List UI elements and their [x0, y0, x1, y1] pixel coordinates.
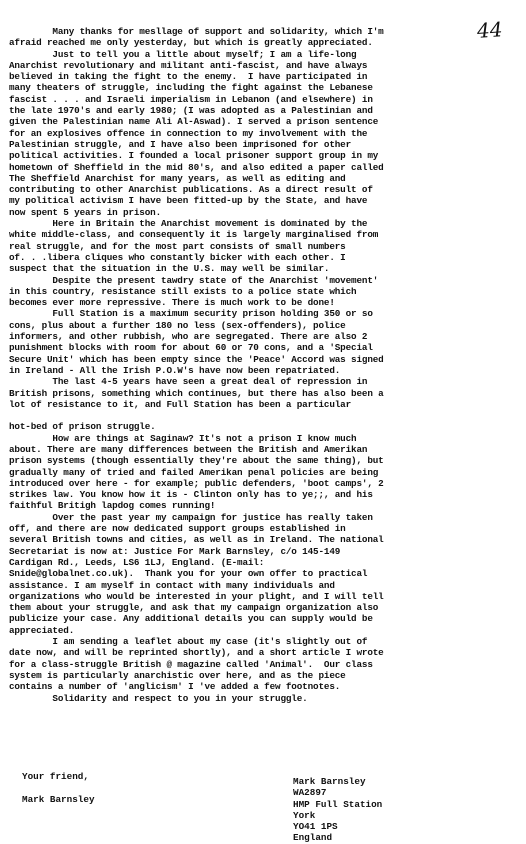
address-line: WA2897	[293, 787, 327, 799]
body-line: white middle-class, and consequently it is largely marginalised from	[9, 229, 379, 241]
handwritten-page-number: 44	[475, 17, 503, 43]
body-line: Secure Unit' which has been empty since the 'Peace' Accord was signed	[9, 353, 384, 365]
body-line: lot of resistance to it, and Full Station has been a particular	[9, 398, 352, 410]
body-line: British prisons, something which continues, but there has also been a	[9, 387, 384, 399]
body-line: assistance. I am myself in contact with many individuals and	[9, 579, 335, 591]
body-line: prison systems (though essentially they're about the same thing), but	[9, 455, 384, 467]
body-line: strikes law. You know how it is - Clinton only has to ye;;, and his	[9, 489, 373, 501]
letter-closing: Your friend,	[22, 771, 89, 782]
body-line: Full Station is a maximum security prison holding 350 or so	[9, 308, 373, 320]
body-line: real struggle, and for the most part consists of small numbers	[9, 240, 346, 252]
body-line: for an explosives offence in connection to my involvement with the	[9, 127, 368, 139]
body-line: I am sending a leaflet about my case (it's slightly out of	[9, 636, 368, 648]
body-line: given the Palestinian name Ali Al-Aswad). I served a prison sentence	[9, 116, 379, 128]
address-line: YO41 1PS	[293, 821, 338, 833]
body-line: Solidarity and respect to you in your struggle.	[9, 692, 308, 704]
body-line: faithful Britigh lapdog comes running!	[9, 500, 216, 512]
body-line: them about your struggle, and ask that my campaign organization also	[9, 602, 379, 614]
body-line: now spent 5 years in prison.	[9, 206, 162, 218]
body-line: The last 4-5 years have seen a great deal of repression in	[9, 376, 368, 388]
body-line: gradually many of tried and failed Amerikan penal policies are being	[9, 466, 379, 478]
body-line: Palestinian struggle, and I have also been imprisoned for other	[9, 138, 352, 150]
body-line: suspect that the situation in the U.S. may well be similar.	[9, 263, 330, 275]
body-line: The Sheffield Anarchist for many years, as well as editing and	[9, 172, 346, 184]
body-line: political activities. I founded a local prisoner support group in my	[9, 150, 379, 162]
body-line: becomes ever more repressive. There is much work to be done!	[9, 297, 335, 309]
body-line: date now, and will be reprinted shortly), and a short article I wrote	[9, 647, 384, 659]
body-line: afraid reached me only yesterday, but which is greatly appreciated.	[9, 37, 373, 49]
body-line: punishment blocks with room for about 60 or 70 cons, and a 'Special	[9, 342, 373, 354]
body-line: for a class-struggle British @ magazine called 'Animal'. Our class	[9, 658, 373, 670]
body-line: appreciated.	[9, 624, 75, 636]
body-line: Many thanks for mesllage of support and solidarity, which I'm	[9, 26, 384, 37]
body-line: Over the past year my campaign for justice has really taken	[9, 511, 373, 523]
body-line: contains a number of 'anglicism' I 've added a few footnotes.	[9, 681, 341, 693]
body-line: in Ireland - All the Irish P.O.W's have now been repatriated.	[9, 364, 341, 376]
body-line: Anarchist revolutionary and militant anti-fascist, and have always	[9, 59, 368, 71]
body-line: publicize your case. Any additional details you can supply would be	[9, 613, 373, 625]
address-line: York	[293, 809, 316, 821]
body-line: organizations who would be interested in your plight, and I will tell	[9, 590, 384, 602]
body-line: contributing to other Anarchist publications. As a direct result of	[9, 184, 373, 196]
body-line: off, and there are now dedicated support groups established in	[9, 523, 346, 535]
address-line: Mark Barnsley	[293, 776, 366, 787]
body-line: cons, plus about a further 180 no less (sex-offenders), police	[9, 319, 346, 331]
address-line: England	[293, 832, 333, 844]
body-line: fascist . . . and Israeli imperialism in Lebanon (and elsewhere) in	[9, 93, 373, 105]
return-address	[293, 776, 382, 844]
body-line: Snide@globalnet.co.uk). Thank you for your own offer to practical	[9, 568, 368, 580]
body-line: of. . .libera cliques who constantly bicker with each other. I	[9, 251, 346, 263]
body-line: system is particularly anarchistic over here, and as the piece	[9, 669, 346, 681]
body-line: Here in Britain the Anarchist movement is dominated by the	[9, 218, 368, 230]
body-line: Despite the present tawdry state of the Anarchist 'movement'	[9, 274, 379, 286]
body-line: my political activism I have been fitted-up by the State, and have	[9, 195, 368, 207]
body-line: How are things at Saginaw? It's not a prison I know much	[9, 432, 357, 444]
body-line: about. There are many differences between the British and Amerikan	[9, 443, 368, 455]
body-line: hot-bed of prison struggle.	[9, 421, 156, 433]
body-line: Just to tell you a little about myself; I am a life-long	[9, 48, 357, 60]
body-line: the late 1970's and early 1980; (I was adopted as a Palestinian and	[9, 105, 373, 117]
body-line	[9, 410, 509, 421]
letter-body	[9, 26, 509, 704]
body-line: Secretariat is now at: Justice For Mark Barnsley, c/o 145-149	[9, 545, 341, 557]
body-line: believed in taking the fight to the enemy. I have participated in	[9, 71, 368, 83]
body-line: several British towns and cities, as well as in Ireland. The national	[9, 534, 384, 546]
body-line: many theaters of struggle, including the fight against the Lebanese	[9, 82, 373, 94]
body-line: Cardigan Rd., Leeds, LS6 1LJ, England. (E-mail:	[9, 556, 265, 568]
signature-name: Mark Barnsley	[22, 794, 95, 805]
body-line: informers, and other rubbish, who are segregated. There are also 2	[9, 331, 368, 343]
body-line: hometown of Sheffield in the mid 80's, and also edited a paper called	[9, 161, 384, 173]
body-line: introduced over here - for example; public defenders, 'boot camps', 2	[9, 477, 384, 489]
body-line: in this country, resistance still exists to a police state which	[9, 285, 357, 297]
address-line: HMP Full Station	[293, 798, 383, 810]
